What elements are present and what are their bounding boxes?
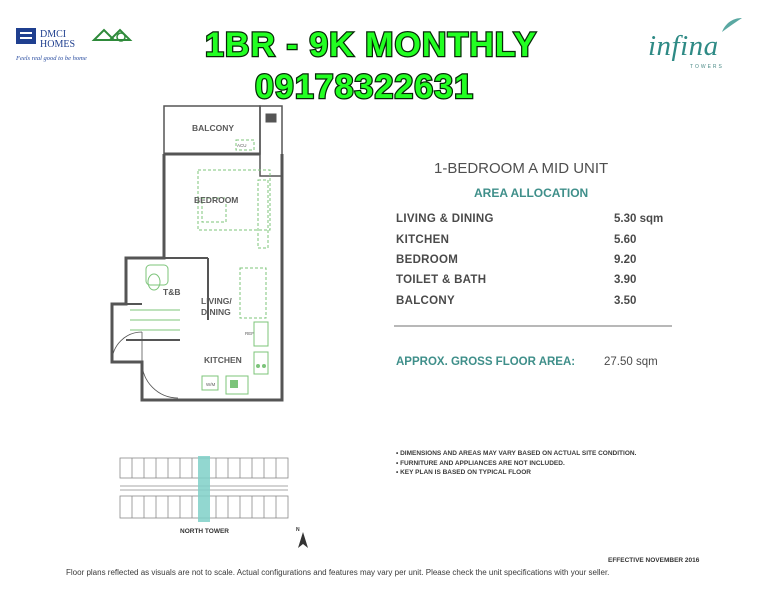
dmci-line2: HOMES [40, 39, 76, 50]
infina-leaf-icon [720, 16, 744, 34]
area-row-label: KITCHEN [396, 234, 450, 246]
note-item: • DIMENSIONS AND AREAS MAY VARY BASED ON ACTUAL SITE CONDITION. [396, 450, 637, 457]
footer-disclaimer: Floor plans reflected as visuals are not to scale. Actual configurations and features may vary per unit. Please check the unit specifications with your seller. [66, 568, 610, 577]
dmci-line1: DMCI [40, 29, 67, 40]
room-label-dining: DINING [201, 307, 231, 317]
gross-area-label: APPROX. GROSS FLOOR AREA: [396, 356, 576, 368]
room-label-kitchen: KITCHEN [204, 355, 242, 365]
effective-date: EFFECTIVE NOVEMBER 2016 [608, 557, 700, 564]
tag-ref: REF [245, 331, 254, 336]
compass-label: N [296, 527, 300, 533]
headline-offer: 1BR - 9K MONTHLY [205, 26, 538, 64]
note-item: • FURNITURE AND APPLIANCES ARE NOT INCLUDED. [396, 459, 565, 467]
headline-phone: 09178322631 [255, 68, 475, 106]
room-label-living: LIVING/ [201, 296, 232, 306]
unit-title: 1-BEDROOM A MID UNIT [434, 160, 609, 177]
gross-area-value: 27.50 sqm [604, 356, 658, 368]
area-row-value: 5.60 [614, 234, 637, 246]
key-plan-highlight [198, 456, 210, 522]
room-label-tb: T&B [163, 287, 181, 297]
area-row-value: 3.50 [614, 295, 637, 307]
room-label-balcony: BALCONY [192, 123, 235, 133]
area-row-value: 3.90 [614, 274, 637, 286]
divider-rule [394, 325, 672, 327]
area-row-label: BALCONY [396, 295, 455, 307]
area-row-value: 9.20 [614, 254, 637, 266]
key-plan-drawing [118, 456, 290, 522]
north-tower-label: NORTH TOWER [180, 528, 229, 535]
area-row-value: 5.30 sqm [614, 213, 664, 225]
note-item: • KEY PLAN IS BASED ON TYPICAL FLOOR [396, 469, 531, 476]
disclaimer-notes [396, 449, 636, 478]
tag-acu: ACU [237, 143, 247, 148]
area-row-label: LIVING & DINING [396, 213, 494, 225]
dmci-tagline: Feels real good to be home [16, 55, 87, 62]
dmci-name [40, 30, 75, 50]
room-label-bedroom: BEDROOM [194, 195, 239, 205]
infina-towers-label: TOWERS [690, 64, 724, 70]
infina-logo: infina [648, 30, 719, 62]
tag-wm: W/M [206, 382, 216, 387]
area-row-label: TOILET & BATH [396, 274, 487, 286]
area-row-label: BEDROOM [396, 254, 459, 266]
floor-plan-drawing [90, 100, 310, 410]
area-allocation-title: AREA ALLOCATION [474, 186, 589, 200]
